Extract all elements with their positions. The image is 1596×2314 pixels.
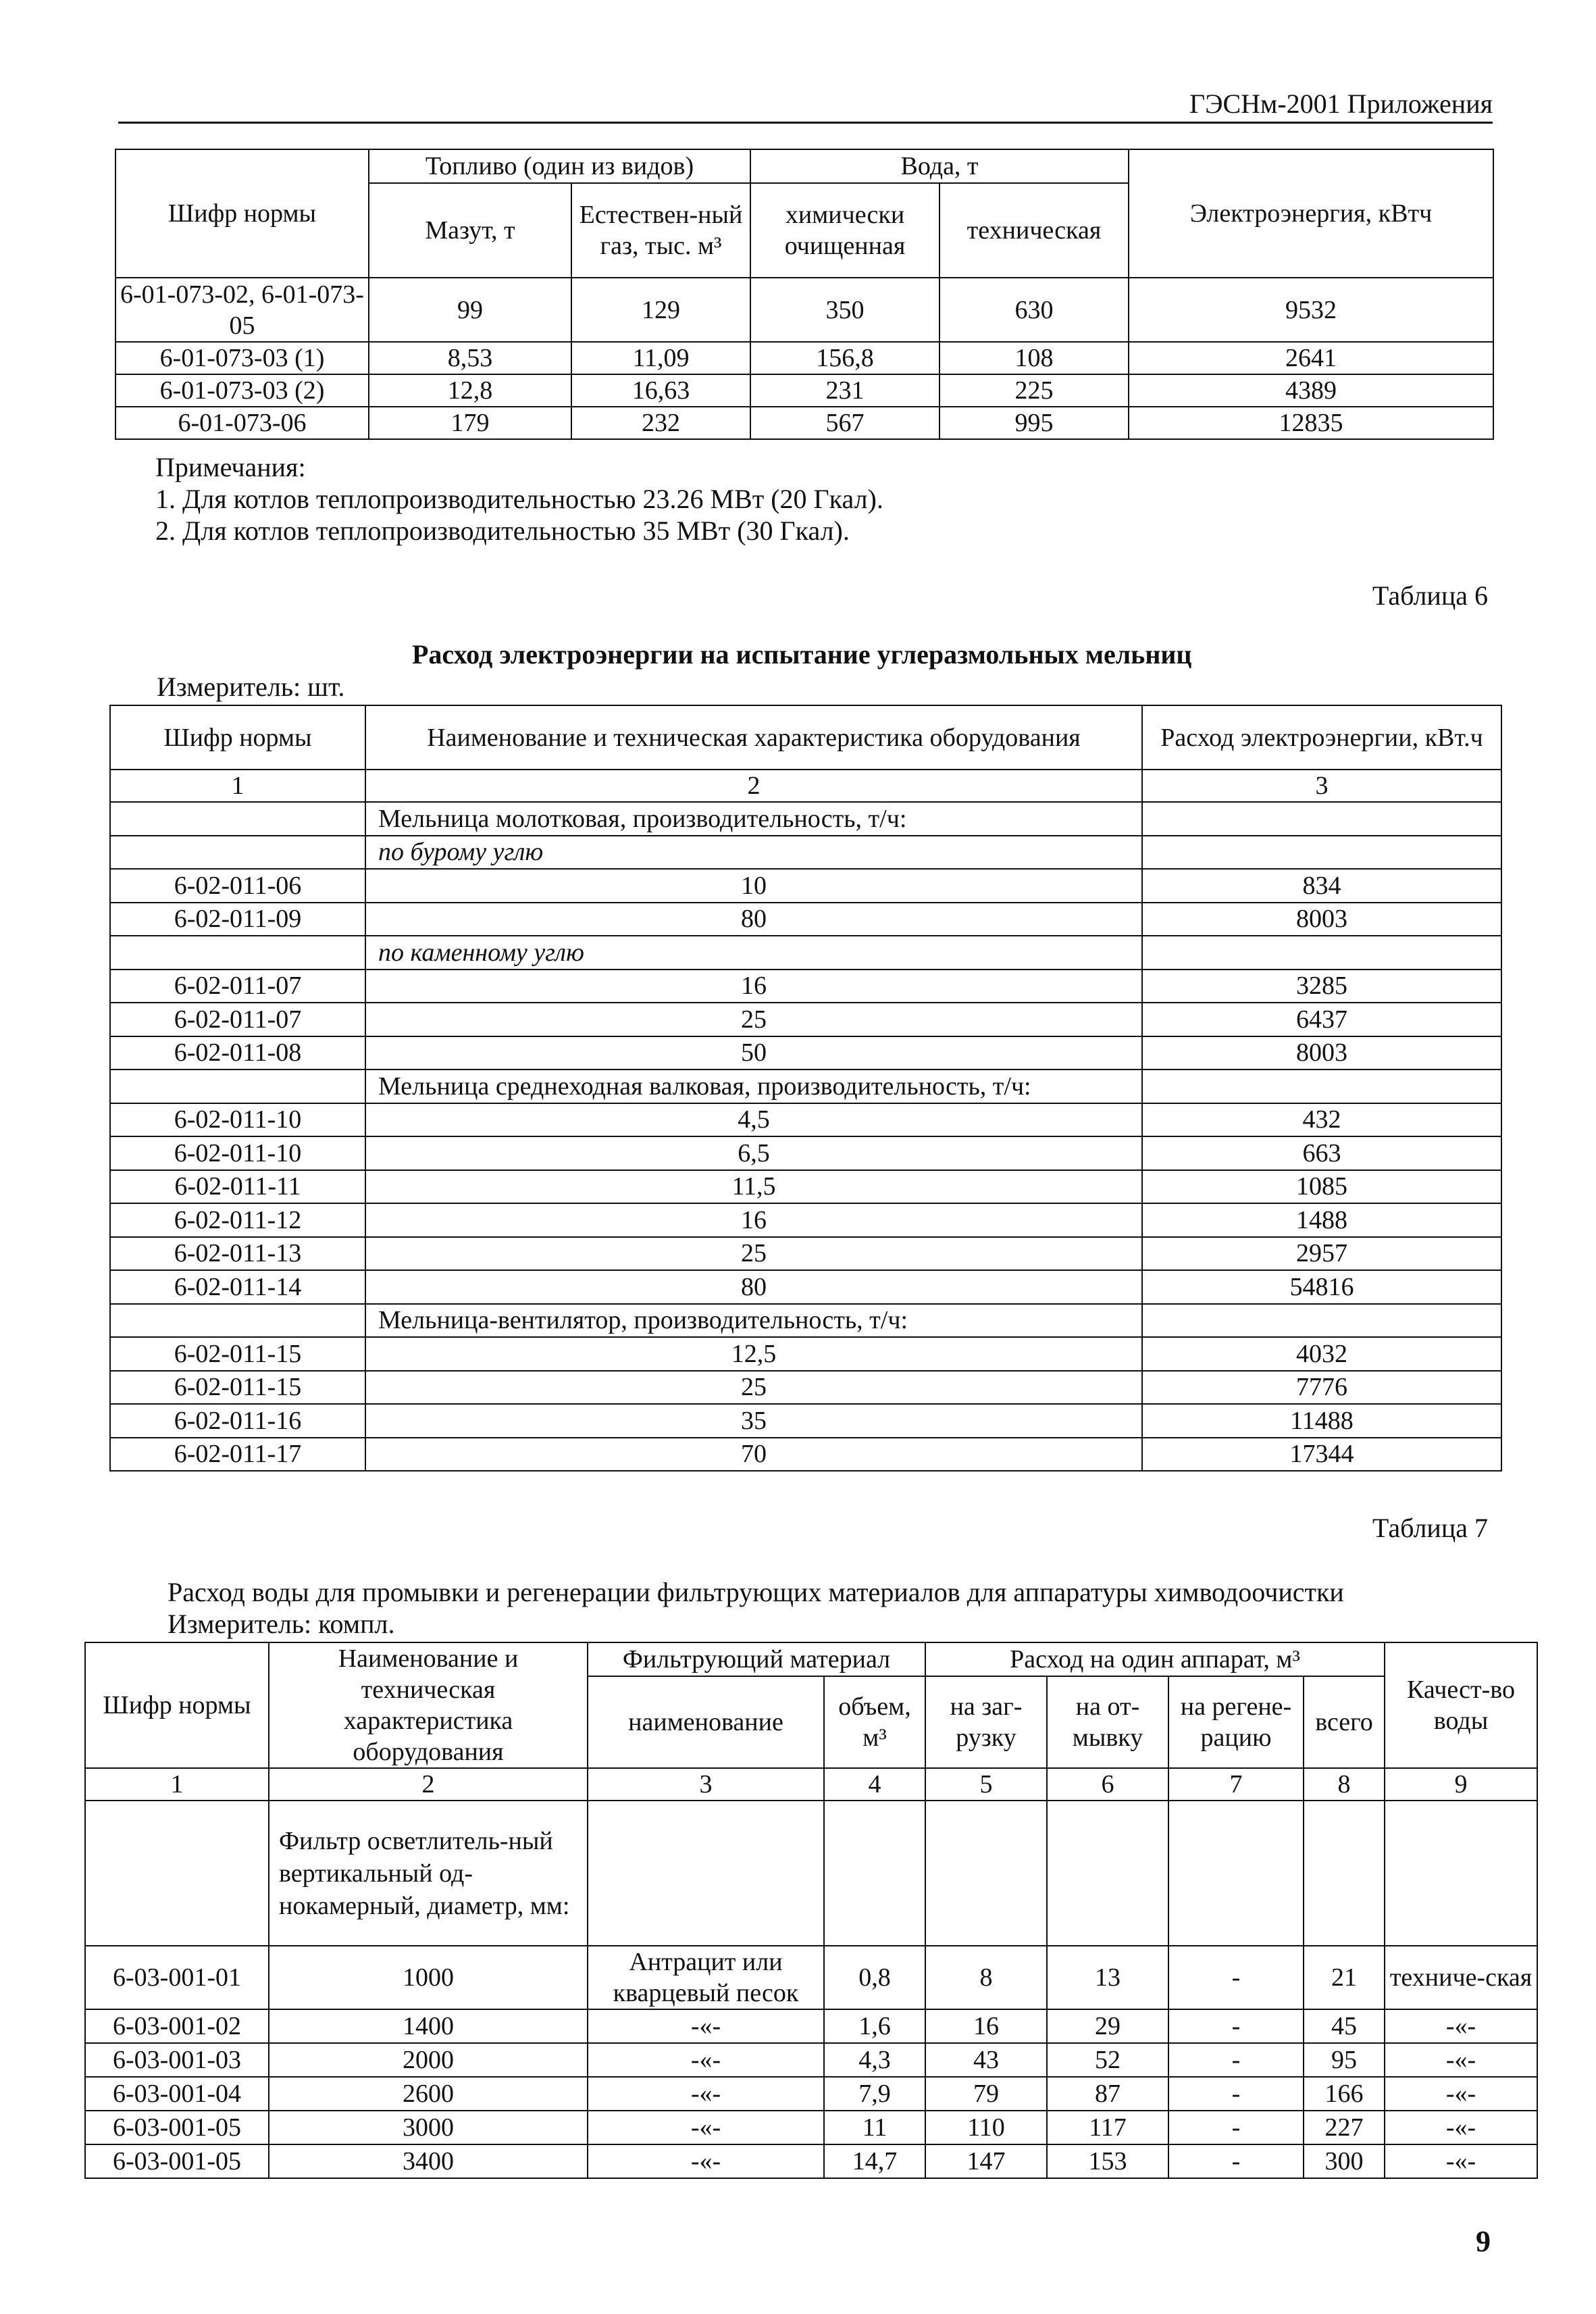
capacity-cell: 25 — [365, 1237, 1142, 1271]
load-cell: 8 — [925, 1946, 1047, 2009]
code-cell: 6-02-011-12 — [110, 1203, 365, 1237]
quality-cell: техниче-ская — [1385, 1946, 1537, 2009]
gas-cell: 16,63 — [571, 374, 750, 407]
water-flushing-table — [84, 1642, 1538, 2179]
code-cell: 6-02-011-13 — [110, 1237, 365, 1271]
col-header-code: Шифр нормы — [110, 705, 365, 770]
mazut-cell: 12,8 — [369, 374, 571, 407]
power-cell: 1488 — [1142, 1203, 1501, 1237]
quality-cell: -«- — [1385, 2144, 1537, 2178]
code-cell: 6-02-011-09 — [110, 903, 365, 936]
code-cell: 6-02-011-10 — [110, 1103, 365, 1137]
power-cell: 834 — [1142, 869, 1501, 903]
col-header-gas: Естествен-ный газ, тыс. м³ — [571, 183, 750, 278]
dia-cell: 2600 — [269, 2077, 588, 2111]
col-header-quality: Качест-во воды — [1385, 1642, 1537, 1768]
fuel-water-table — [115, 149, 1494, 440]
table-row — [110, 1371, 1501, 1405]
capacity-cell: 80 — [365, 903, 1142, 936]
page-number: 9 — [1476, 2225, 1491, 2258]
vol-cell: 7,9 — [824, 2077, 925, 2111]
table6-title: Расход электроэнергии на испытание углеразмольных мельниц — [412, 639, 1192, 670]
elec-cell: 4389 — [1129, 374, 1493, 407]
mat-cell: Антрацит или кварцевый песок — [588, 1946, 824, 2009]
tech-water-cell: 225 — [939, 374, 1129, 407]
col-header-tech: техническая — [939, 183, 1129, 278]
col-header-total: всего — [1304, 1676, 1385, 1768]
col-header-regen: на регене-рацию — [1168, 1676, 1304, 1768]
mazut-cell: 8,53 — [369, 342, 571, 374]
group-label: по каменному углю — [365, 936, 1142, 970]
col-number-1: 1 — [85, 1768, 269, 1801]
capacity-cell: 25 — [365, 1371, 1142, 1405]
group-row — [110, 1304, 1501, 1338]
mill-power-table — [109, 705, 1502, 1472]
power-cell: 17344 — [1142, 1438, 1501, 1472]
group-row — [110, 836, 1501, 870]
regen-cell: - — [1168, 2144, 1304, 2178]
table-row — [110, 903, 1501, 936]
total-cell: 45 — [1304, 2009, 1385, 2043]
total-cell: 227 — [1304, 2111, 1385, 2144]
quality-cell: -«- — [1385, 2043, 1537, 2077]
col-header-code: Шифр нормы — [85, 1642, 269, 1768]
code-cell: 6-02-011-14 — [110, 1270, 365, 1304]
table-row — [110, 1103, 1501, 1137]
note-2: 2. Для котлов теплопроизводительностью 35 МВт (30 Гкал). — [155, 515, 850, 546]
capacity-cell: 12,5 — [365, 1337, 1142, 1371]
load-cell: 147 — [925, 2144, 1047, 2178]
code-cell: 6-03-001-01 — [85, 1946, 269, 2009]
power-cell — [1142, 936, 1501, 970]
code-cell: 6-03-001-02 — [85, 2009, 269, 2043]
col-number-3: 3 — [588, 1768, 824, 1801]
capacity-cell: 16 — [365, 1203, 1142, 1237]
code-cell: 6-02-011-17 — [110, 1438, 365, 1472]
dia-cell: 3400 — [269, 2144, 588, 2178]
group-row-label: Фильтр осветлитель-ный вертикальный од-нокамерный, диаметр, мм: — [269, 1801, 588, 1946]
code-cell: 6-01-073-02, 6-01-073-05 — [115, 278, 369, 342]
table-row — [110, 1203, 1501, 1237]
notes-title: Примечания: — [155, 452, 306, 482]
col-header-power: Расход электроэнергии, кВт.ч — [1142, 705, 1501, 770]
code-cell: 6-03-001-04 — [85, 2077, 269, 2111]
code-cell: 6-02-011-08 — [110, 1036, 365, 1070]
regen-cell: - — [1168, 2009, 1304, 2043]
code-cell: 6-02-011-07 — [110, 970, 365, 1003]
wash-cell: 117 — [1047, 2111, 1168, 2144]
power-cell — [1142, 1304, 1501, 1338]
power-cell — [1142, 1070, 1501, 1103]
table6-label: Таблица 6 — [1372, 580, 1488, 611]
mat-cell: -«- — [588, 2043, 824, 2077]
mazut-cell: 179 — [369, 407, 571, 439]
code-cell: 6-02-011-06 — [110, 869, 365, 903]
tech-water-cell: 630 — [939, 278, 1129, 342]
power-cell: 1085 — [1142, 1170, 1501, 1204]
table-row — [110, 1170, 1501, 1204]
table-row — [85, 1946, 1537, 2009]
capacity-cell: 50 — [365, 1036, 1142, 1070]
gas-cell: 11,09 — [571, 342, 750, 374]
col-header-wash: на от-мывку — [1047, 1676, 1168, 1768]
table-row — [115, 342, 1493, 374]
tech-water-cell: 108 — [939, 342, 1129, 374]
code-cell — [110, 802, 365, 836]
table-row — [85, 2111, 1537, 2144]
col-header-fuel: Топливо (один из видов) — [369, 149, 750, 183]
col-number-6: 6 — [1047, 1768, 1168, 1801]
table7-meter: Измеритель: компл. — [168, 1609, 395, 1639]
col-header-load: на заг-рузку — [925, 1676, 1047, 1768]
total-cell: 21 — [1304, 1946, 1385, 2009]
table-row — [110, 1438, 1501, 1472]
chem-water-cell: 231 — [750, 374, 939, 407]
wash-cell: 87 — [1047, 2077, 1168, 2111]
col-number-2: 2 — [365, 770, 1142, 802]
dia-cell: 1400 — [269, 2009, 588, 2043]
power-cell: 4032 — [1142, 1337, 1501, 1371]
table-row — [85, 2009, 1537, 2043]
power-cell: 11488 — [1142, 1404, 1501, 1438]
load-cell: 110 — [925, 2111, 1047, 2144]
code-cell — [110, 1304, 365, 1338]
dia-cell: 3000 — [269, 2111, 588, 2144]
wash-cell: 52 — [1047, 2043, 1168, 2077]
col-header-filter: Фильтрующий материал — [588, 1642, 925, 1676]
table-row — [85, 2144, 1537, 2178]
dia-cell: 1000 — [269, 1946, 588, 2009]
col-header-code: Шифр нормы — [115, 149, 369, 278]
power-cell: 432 — [1142, 1103, 1501, 1137]
quality-cell: -«- — [1385, 2077, 1537, 2111]
col-number-7: 7 — [1168, 1768, 1304, 1801]
group-label: Мельница молотковая, производительность, т/ч: — [365, 802, 1142, 836]
table-row — [110, 1404, 1501, 1438]
col-number-5: 5 — [925, 1768, 1047, 1801]
table-row — [115, 278, 1493, 342]
col-header-chem: химически очищенная — [750, 183, 939, 278]
vol-cell: 11 — [824, 2111, 925, 2144]
regen-cell: - — [1168, 1946, 1304, 2009]
group-row — [110, 936, 1501, 970]
page-header — [118, 88, 1493, 124]
col-header-flow: Расход на один аппарат, м³ — [925, 1642, 1385, 1676]
vol-cell: 14,7 — [824, 2144, 925, 2178]
power-cell: 8003 — [1142, 1036, 1501, 1070]
group-label: по бурому углю — [365, 836, 1142, 870]
capacity-cell: 4,5 — [365, 1103, 1142, 1137]
table-row — [110, 970, 1501, 1003]
capacity-cell: 35 — [365, 1404, 1142, 1438]
col-number-2: 2 — [269, 1768, 588, 1801]
power-cell: 3285 — [1142, 970, 1501, 1003]
total-cell: 166 — [1304, 2077, 1385, 2111]
quality-cell: -«- — [1385, 2111, 1537, 2144]
wash-cell: 153 — [1047, 2144, 1168, 2178]
group-label: Мельница-вентилятор, производительность, т/ч: — [365, 1304, 1142, 1338]
code-cell: 6-03-001-05 — [85, 2111, 269, 2144]
table-row — [110, 869, 1501, 903]
power-cell — [1142, 802, 1501, 836]
capacity-cell: 10 — [365, 869, 1142, 903]
code-cell: 6-02-011-15 — [110, 1371, 365, 1405]
col-header-elec: Электроэнергия, кВтч — [1129, 149, 1493, 278]
col-header-name: Наименование и техническая характеристика оборудования — [269, 1642, 588, 1768]
load-cell: 43 — [925, 2043, 1047, 2077]
chem-water-cell: 156,8 — [750, 342, 939, 374]
col-header-name: Наименование и техническая характеристика оборудования — [365, 705, 1142, 770]
table-row — [115, 407, 1493, 439]
capacity-cell: 16 — [365, 970, 1142, 1003]
code-cell — [110, 836, 365, 870]
capacity-cell: 6,5 — [365, 1136, 1142, 1170]
col-number-4: 4 — [824, 1768, 925, 1801]
group-row — [110, 1070, 1501, 1103]
capacity-cell: 70 — [365, 1438, 1142, 1472]
power-cell: 663 — [1142, 1136, 1501, 1170]
col-header-mazut: Мазут, т — [369, 183, 571, 278]
code-cell: 6-02-011-16 — [110, 1404, 365, 1438]
code-cell: 6-03-001-03 — [85, 2043, 269, 2077]
table-row — [115, 374, 1493, 407]
elec-cell: 12835 — [1129, 407, 1493, 439]
table7-title: Расход воды для промывки и регенерации фильтрующих материалов для аппаратуры химводоочистки — [168, 1577, 1344, 1607]
group-row — [110, 802, 1501, 836]
load-cell: 79 — [925, 2077, 1047, 2111]
col-number-8: 8 — [1304, 1768, 1385, 1801]
load-cell: 16 — [925, 2009, 1047, 2043]
regen-cell: - — [1168, 2111, 1304, 2144]
power-cell: 54816 — [1142, 1270, 1501, 1304]
table-row — [110, 1237, 1501, 1271]
table-row — [110, 1136, 1501, 1170]
power-cell: 6437 — [1142, 1003, 1501, 1036]
power-cell: 8003 — [1142, 903, 1501, 936]
header-title: ГЭСНм-2001 Приложения — [1189, 89, 1493, 119]
table7-label: Таблица 7 — [1372, 1513, 1488, 1543]
code-cell: 6-02-011-07 — [110, 1003, 365, 1036]
total-cell: 95 — [1304, 2043, 1385, 2077]
code-cell: 6-02-011-15 — [110, 1337, 365, 1371]
elec-cell: 2641 — [1129, 342, 1493, 374]
mat-cell: -«- — [588, 2111, 824, 2144]
col-number-3: 3 — [1142, 770, 1501, 802]
chem-water-cell: 567 — [750, 407, 939, 439]
wash-cell: 13 — [1047, 1946, 1168, 2009]
col-header-filter-vol: объем, м³ — [824, 1676, 925, 1768]
col-header-filter-name: наименование — [588, 1676, 824, 1768]
code-cell: 6-01-073-03 (2) — [115, 374, 369, 407]
col-number-1: 1 — [110, 770, 365, 802]
table-row — [110, 1036, 1501, 1070]
total-cell: 300 — [1304, 2144, 1385, 2178]
vol-cell: 0,8 — [824, 1946, 925, 2009]
code-cell — [110, 936, 365, 970]
code-cell: 6-02-011-11 — [110, 1170, 365, 1204]
gas-cell: 232 — [571, 407, 750, 439]
elec-cell: 9532 — [1129, 278, 1493, 342]
table-row — [110, 1003, 1501, 1036]
code-cell: 6-01-073-06 — [115, 407, 369, 439]
mat-cell: -«- — [588, 2077, 824, 2111]
dia-cell: 2000 — [269, 2043, 588, 2077]
regen-cell: - — [1168, 2077, 1304, 2111]
vol-cell: 1,6 — [824, 2009, 925, 2043]
vol-cell: 4,3 — [824, 2043, 925, 2077]
col-header-water: Вода, т — [750, 149, 1129, 183]
code-cell: 6-01-073-03 (1) — [115, 342, 369, 374]
code-cell — [110, 1070, 365, 1103]
power-cell: 2957 — [1142, 1237, 1501, 1271]
capacity-cell: 25 — [365, 1003, 1142, 1036]
power-cell: 7776 — [1142, 1371, 1501, 1405]
regen-cell: - — [1168, 2043, 1304, 2077]
gas-cell: 129 — [571, 278, 750, 342]
table6-meter: Измеритель: шт. — [157, 672, 345, 702]
table-row — [85, 2077, 1537, 2111]
code-cell: 6-02-011-10 — [110, 1136, 365, 1170]
wash-cell: 29 — [1047, 2009, 1168, 2043]
col-number-9: 9 — [1385, 1768, 1537, 1801]
table-row — [110, 1270, 1501, 1304]
quality-cell: -«- — [1385, 2009, 1537, 2043]
table-row — [85, 2043, 1537, 2077]
chem-water-cell: 350 — [750, 278, 939, 342]
mazut-cell: 99 — [369, 278, 571, 342]
group-label: Мельница среднеходная валковая, производительность, т/ч: — [365, 1070, 1142, 1103]
power-cell — [1142, 836, 1501, 870]
mat-cell: -«- — [588, 2009, 824, 2043]
note-1: 1. Для котлов теплопроизводительностью 23.26 МВт (20 Гкал). — [155, 484, 883, 514]
capacity-cell: 80 — [365, 1270, 1142, 1304]
mat-cell: -«- — [588, 2144, 824, 2178]
table-row — [110, 1337, 1501, 1371]
tech-water-cell: 995 — [939, 407, 1129, 439]
capacity-cell: 11,5 — [365, 1170, 1142, 1204]
code-cell: 6-03-001-05 — [85, 2144, 269, 2178]
